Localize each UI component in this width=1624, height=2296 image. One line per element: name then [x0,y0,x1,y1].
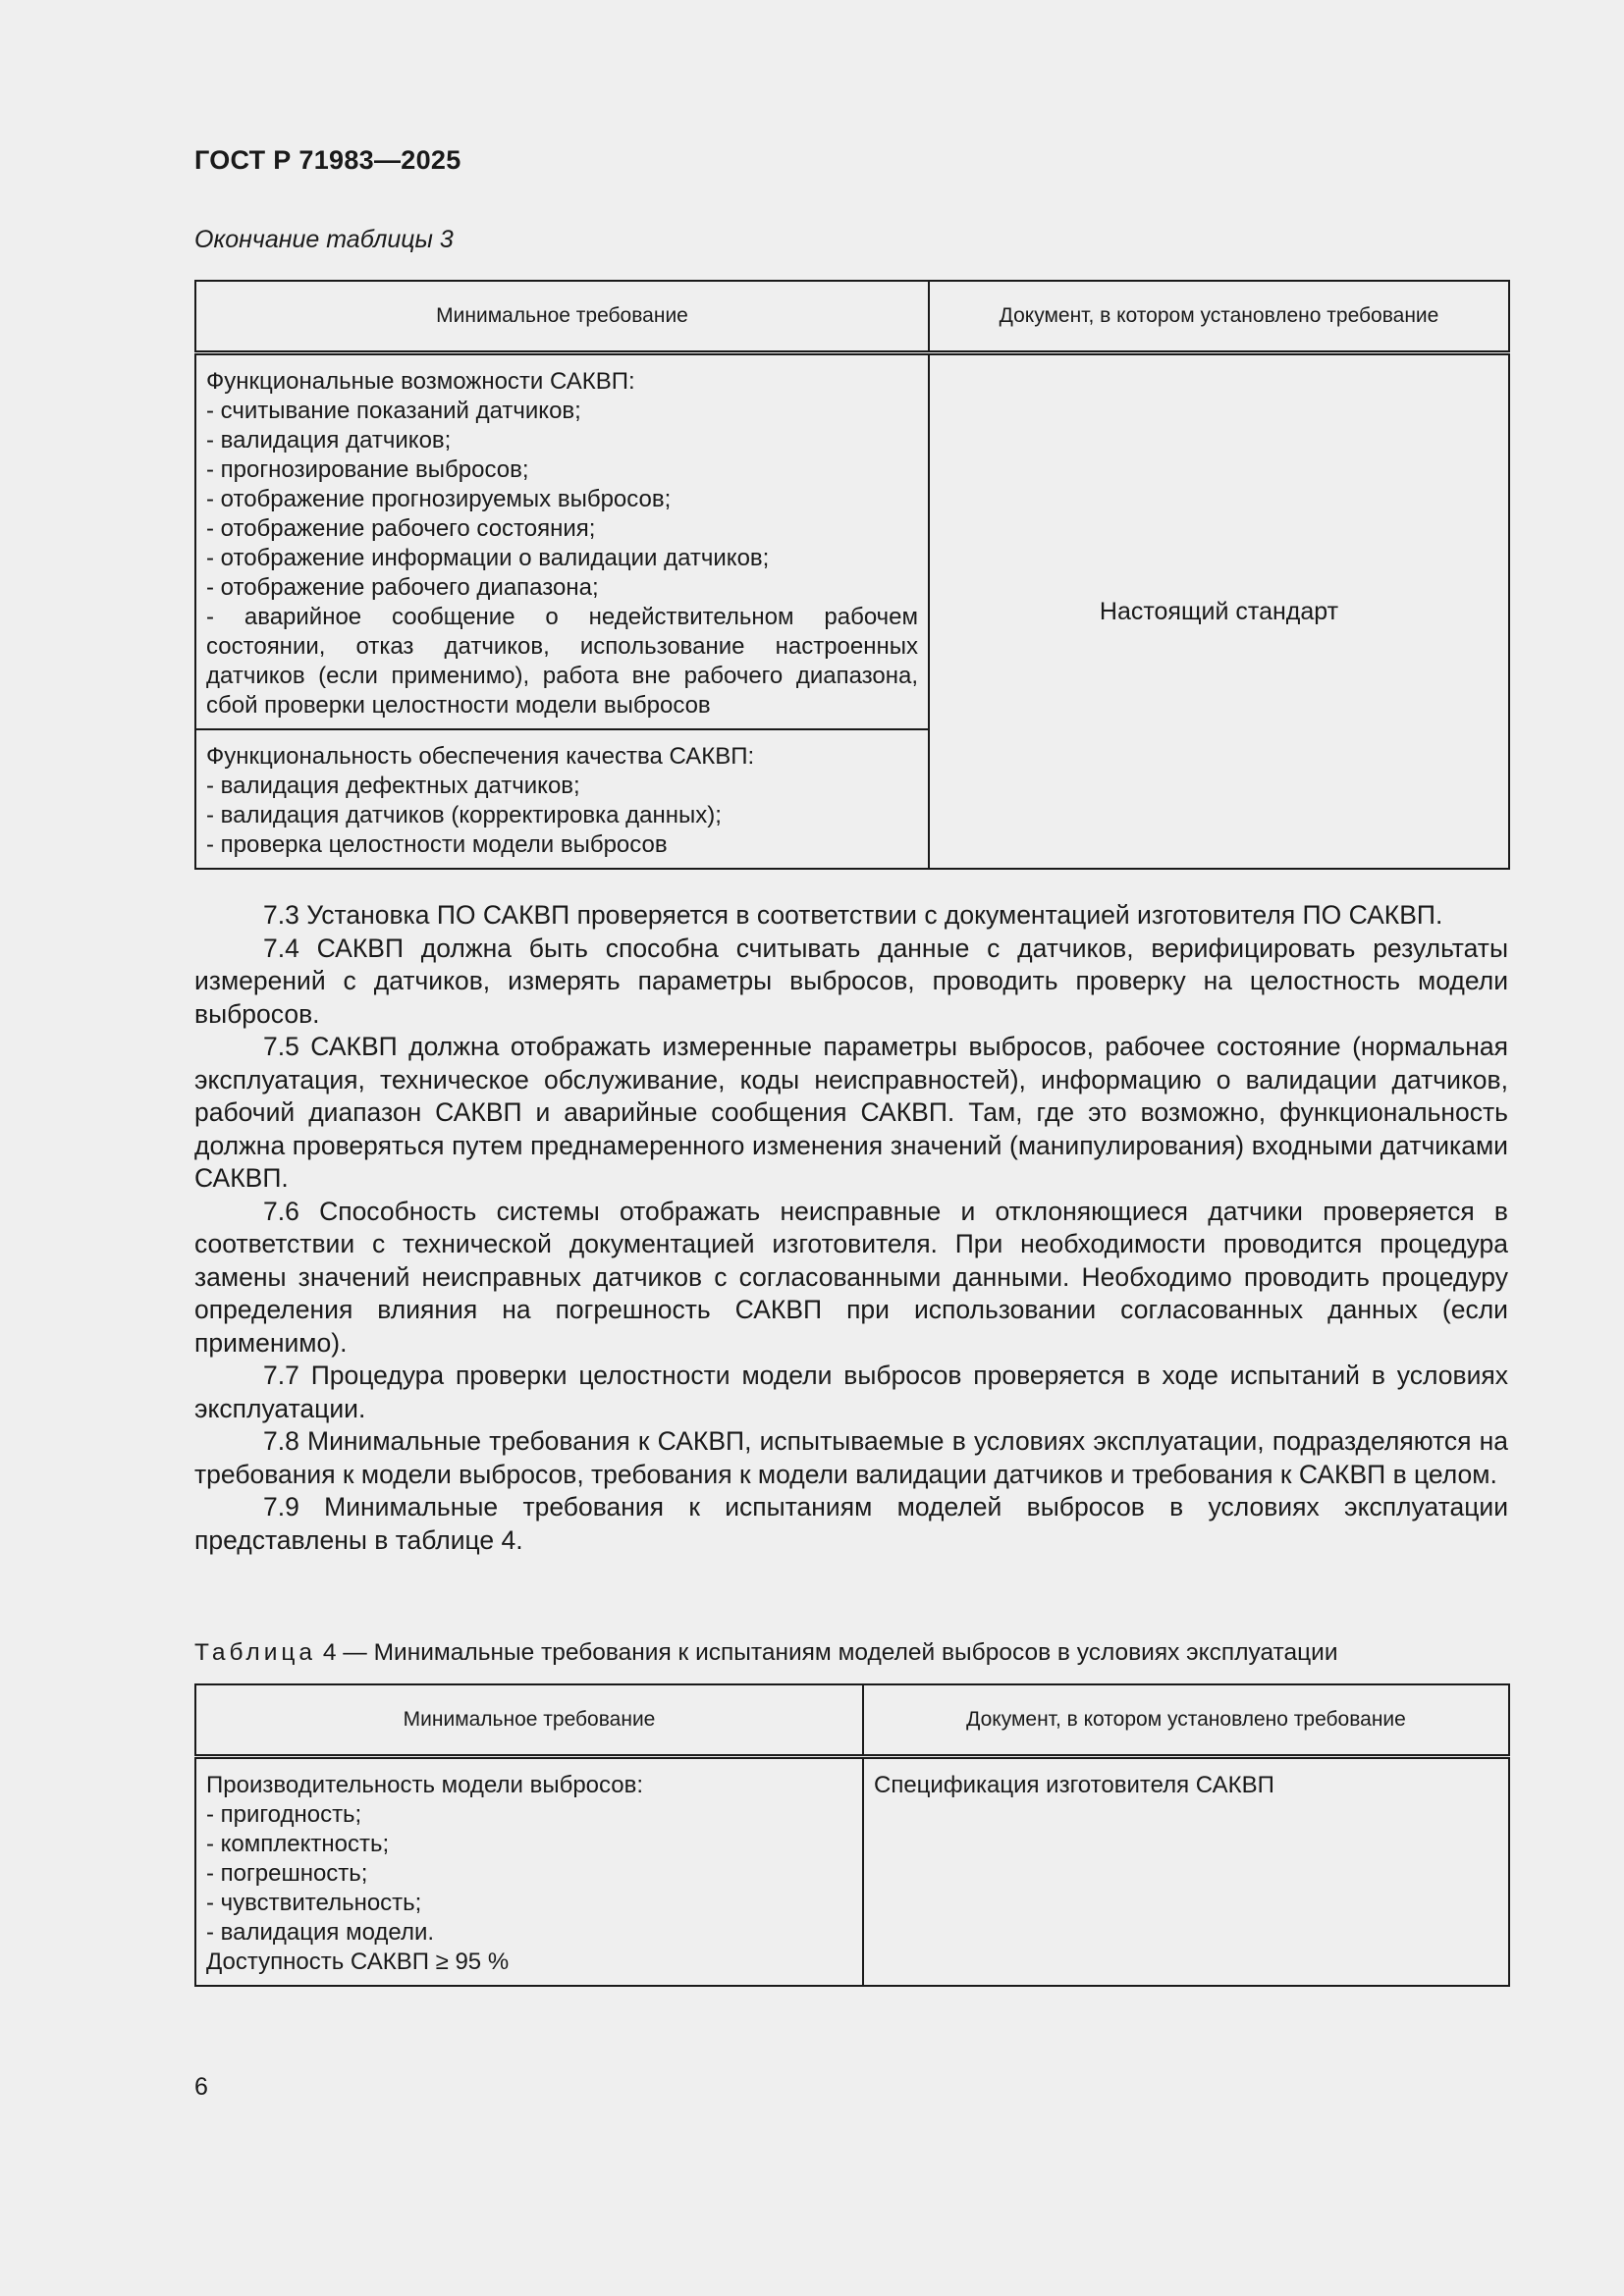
table-3-col1-header: Минимальное требование [195,281,929,353]
list-item: - валидация дефектных датчиков; [206,773,580,799]
list-item: - аварийное сообщение о недействительном рабочем состоянии, отказ датчиков, использование настроенных датчиков (если применимо), работа вне рабочего диапазона, сбой проверки целостности модели выбросов [206,604,918,719]
table-4-document-cell [863,1757,1509,1987]
table-continuation-label: Окончание таблицы 3 [194,226,454,253]
list-item: Доступность САКВП ≥ 95 % [206,1949,510,1975]
list-item: - валидация датчиков; [206,427,452,454]
table-3-row2-requirement [195,729,929,869]
list-item: - отображение рабочего состояния; [206,515,596,542]
list-item: - валидация модели. [206,1919,435,1946]
list-item: Функциональные возможности САКВП: [206,368,635,395]
table-3-document-cell: Настоящий стандарт [929,353,1509,870]
table-4-header-row [195,1684,1509,1757]
table-3 [194,280,1510,870]
table-4-row1-requirement [195,1757,863,1987]
list-item: - отображение прогнозируемых выбросов; [206,486,672,512]
list-item: - погрешность; [206,1860,368,1887]
list-item: - пригодность; [206,1801,362,1828]
list-item: Функциональность обеспечения качества САКВП: [206,743,755,770]
paragraph-7-5: 7.5 САКВП должна отображать измеренные параметры выбросов, рабочее состояние (нормальная эксплуатация, техническое обслуживание, коды неисправностей), информацию о валидации датчиков, рабочий диапазон САКВП и аварийные сообщения САКВП. Там, где это возможно, функциональность должна проверяться путем преднамеренного изменения значений (манипулирования) входными датчиками САКВП. [194,1032,1508,1193]
document-header: ГОСТ Р 71983—2025 [194,145,461,175]
body-text [194,899,1508,1557]
paragraph-7-3: 7.3 Установка ПО САКВП проверяется в соответствии с документацией изготовителя ПО САКВП. [263,900,1443,930]
table-4-caption [194,1639,1338,1667]
table-3-col2-header: Документ, в котором установлено требование [929,281,1509,353]
table-4-caption-label: Таблица [194,1639,317,1666]
table-4-document-value: Спецификация изготовителя САКВП [874,1772,1274,1798]
table-row [195,353,1509,730]
paragraph-7-8: 7.8 Минимальные требования к САКВП, испытываемые в условиях эксплуатации, подразделяются на требования к модели выбросов, требования к модели валидации датчиков и требования к САКВП в целом. [194,1426,1508,1489]
list-item: - валидация датчиков (корректировка данных); [206,802,722,828]
list-item: Производительность модели выбросов: [206,1772,644,1798]
paragraph-7-4: 7.4 САКВП должна быть способна считывать данные с датчиков, верифицировать результаты измерений с датчиков, измерять параметры выбросов, проводить проверку на целостность модели выбросов. [194,933,1508,1029]
table-4-caption-text: 4 — Минимальные требования к испытаниям моделей выбросов в условиях эксплуатации [322,1639,1338,1666]
table-4-col2-header: Документ, в котором установлено требование [863,1684,1509,1757]
table-row [195,1757,1509,1987]
table-4 [194,1683,1510,1987]
table-3-header-row [195,281,1509,353]
table-4-col1-header: Минимальное требование [195,1684,863,1757]
paragraph-7-7: 7.7 Процедура проверки целостности модели выбросов проверяется в ходе испытаний в условиях эксплуатации. [194,1361,1508,1423]
list-item: - отображение информации о валидации датчиков; [206,545,770,571]
table-3-row1-requirement [195,353,929,730]
list-item: - прогнозирование выбросов; [206,456,529,483]
list-item: - чувствительность; [206,1890,422,1916]
paragraph-7-9: 7.9 Минимальные требования к испытаниям моделей выбросов в условиях эксплуатации представлены в таблице 4. [194,1492,1508,1555]
page-number: 6 [194,2073,208,2101]
list-item: - считывание показаний датчиков; [206,398,581,424]
list-item: - проверка целостности модели выбросов [206,831,668,858]
list-item: - отображение рабочего диапазона; [206,574,599,601]
paragraph-7-6: 7.6 Способность системы отображать неисправные и отклоняющиеся датчики проверяется в соответствии с технической документацией изготовителя. При необходимости проводится процедура замены значений неисправных датчиков с согласованными данными. Необходимо проводить процедуру определения влияния на погрешность САКВП при использовании согласованных данных (если применимо). [194,1196,1508,1358]
list-item: - комплектность; [206,1831,390,1857]
